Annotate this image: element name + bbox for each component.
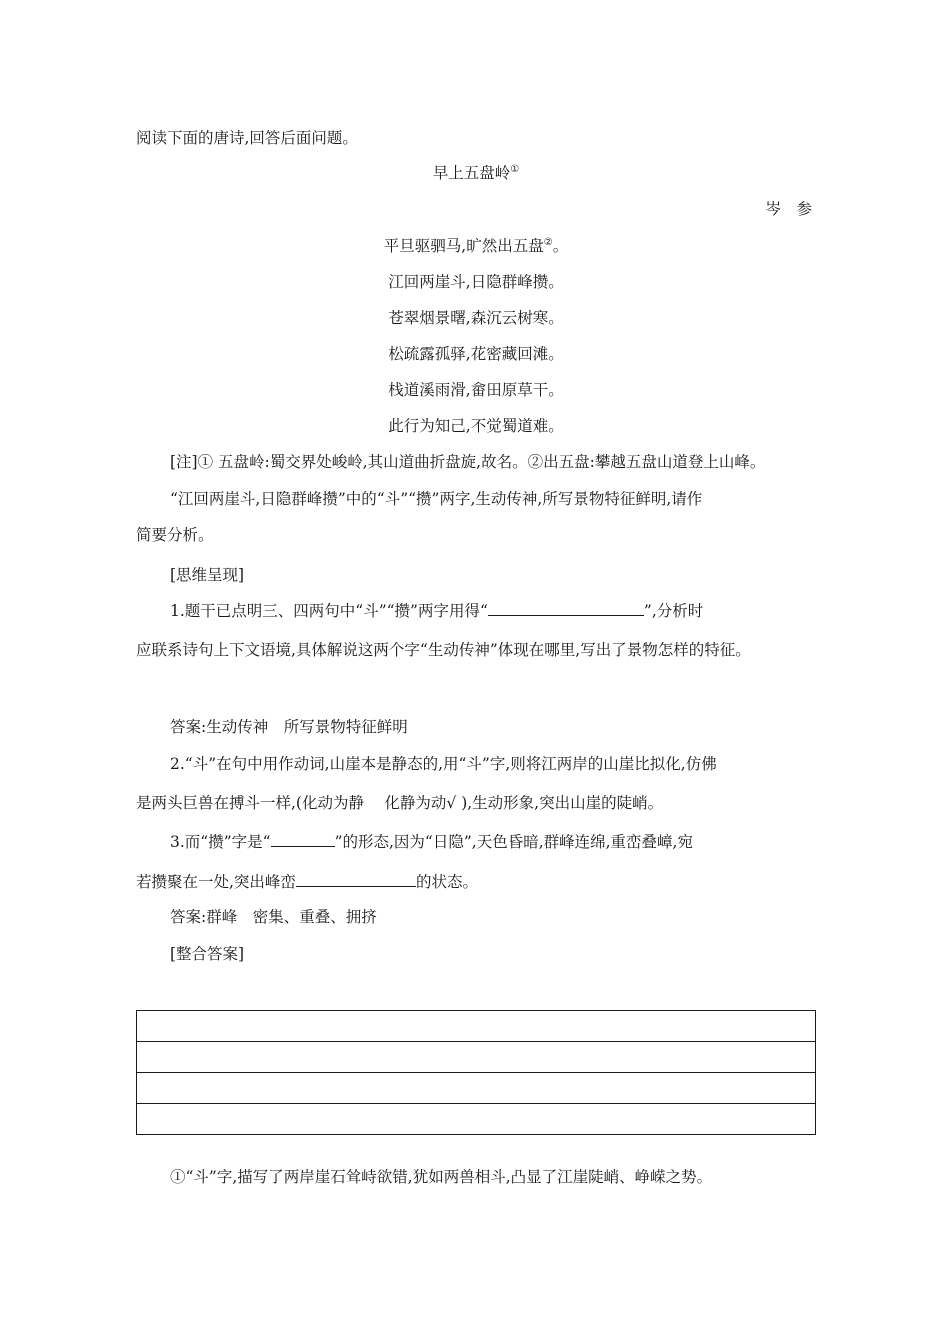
answer-box-row[interactable] — [137, 1104, 815, 1134]
step-2-line-1: 2.“斗”在句中用作动词,山崖本是静态的,用“斗”字,则将江两岸的山崖比拟化,仿佛 — [170, 755, 717, 773]
poem-line-5: 栈道溪雨滑,畲田原草干。 — [388, 381, 564, 399]
poem-line-3: 苍翠烟景曙,森沉云树寒。 — [388, 309, 564, 327]
poem-line-4: 松疏露孤驿,花密藏回滩。 — [388, 345, 564, 363]
step-3-line-2-after: 的状态。 — [415, 873, 478, 891]
answer-1: 答案:生动传神 所写景物特征鲜明 — [170, 718, 408, 736]
question-line-2: 简要分析。 — [136, 526, 214, 544]
fill-blank-3[interactable] — [296, 871, 416, 887]
poem-line-6: 此行为知己,不觉蜀道难。 — [388, 417, 564, 435]
poem-line-1-end: 。 — [552, 237, 569, 255]
fill-blank-1[interactable] — [488, 600, 644, 616]
final-answer: ①“斗”字,描写了两岸崖石耸峙欲错,犹如两兽相斗,凸显了江崖陡峭、峥嵘之势。 — [170, 1168, 713, 1186]
poem-line-1 — [136, 236, 816, 256]
step-3-after: ”的形态,因为“日隐”,天色昏暗,群峰连绵,重峦叠嶂,宛 — [334, 833, 693, 851]
intro-text: 阅读下面的唐诗,回答后面问题。 — [136, 129, 358, 147]
poem-line-2: 江回两崖斗,日隐群峰攒。 — [388, 273, 564, 291]
poem-title — [136, 163, 816, 183]
step-1-after: ”,分析时 — [643, 602, 704, 620]
step-3-before: 3.而“攒”字是“ — [170, 833, 271, 851]
poem-title-text: 早上五盘岭 — [432, 164, 511, 182]
step-1-line-2: 应联系诗句上下文语境,具体解说这两个字“生动传神”体现在哪里,写出了景物怎样的特征。 — [136, 641, 751, 659]
question-line-1: “江回两崖斗,日隐群峰攒”中的“斗”“攒”两字,生动传神,所写景物特征鲜明,请作 — [170, 490, 703, 508]
step-1-line-1 — [170, 600, 703, 621]
step-3-line-2 — [136, 871, 478, 892]
annotation-note: [注]① 五盘岭:蜀交界处峻岭,其山道曲折盘旋,故名。②出五盘:攀越五盘山道登上山峰。 — [170, 453, 766, 471]
answer-box-row[interactable] — [137, 1073, 815, 1104]
step-3-line-2-before: 若攒聚在一处,突出峰峦 — [136, 873, 296, 891]
step-3-line-1 — [170, 831, 693, 852]
answer-2: 答案:群峰 密集、重叠、拥挤 — [170, 908, 377, 926]
answer-box-row[interactable] — [137, 1011, 815, 1042]
poem-title-note: ① — [510, 163, 520, 175]
poem-line-1-text: 平旦驱驷马,旷然出五盘 — [383, 237, 544, 255]
fill-blank-2[interactable] — [271, 831, 335, 847]
section-thinking: [思维呈现] — [170, 566, 245, 584]
step-1-before: 1.题干已点明三、四两句中“斗”“攒”两字用得“ — [170, 602, 488, 620]
section-answer: [整合答案] — [170, 945, 245, 963]
poem-line-1-note: ② — [543, 236, 553, 248]
step-2-line-2: 是两头巨兽在搏斗一样,(化动为静 化静为动√ ),生动形象,突出山崖的陡峭。 — [136, 794, 664, 812]
answer-box — [136, 1010, 816, 1135]
answer-box-row[interactable] — [137, 1042, 815, 1073]
poem-author: 岑 参 — [765, 200, 812, 218]
